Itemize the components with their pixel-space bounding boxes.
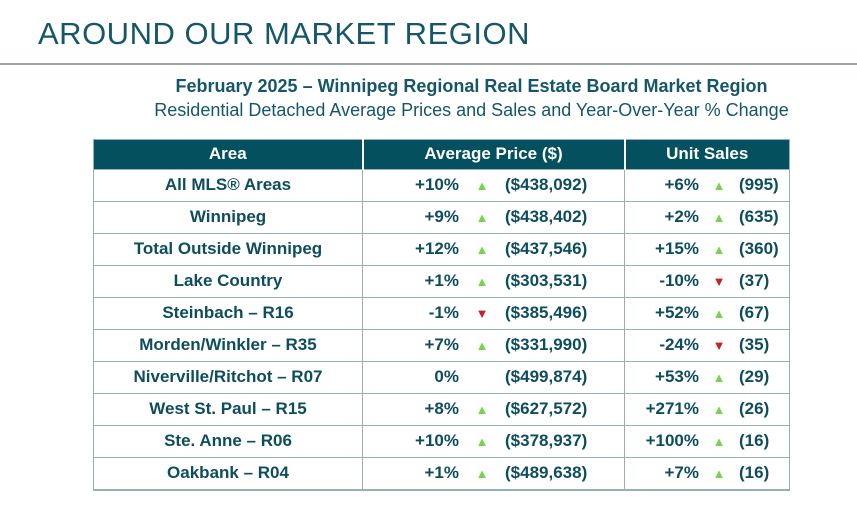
price-value: ($331,990) (505, 335, 588, 355)
table-row (94, 201, 790, 233)
sales-pct: -24% (659, 335, 699, 355)
sales-pct: +53% (655, 367, 699, 387)
table-row (94, 329, 790, 361)
unit-sales-cell (625, 393, 790, 425)
trend-arrow-icon: ▲ (712, 433, 726, 449)
price-value: ($627,572) (505, 399, 588, 419)
unit-sales-cell (625, 361, 790, 393)
title-divider (0, 63, 857, 65)
price-cell (363, 425, 625, 457)
trend-arrow-icon: ▼ (475, 305, 489, 321)
table-header (94, 139, 790, 169)
sales-pct: +7% (664, 463, 699, 483)
price-value: ($303,531) (505, 271, 588, 291)
sales-pct: +15% (655, 239, 699, 259)
price-pct: +7% (424, 335, 459, 355)
trend-arrow-icon: ▲ (475, 337, 489, 353)
area-cell: Winnipeg (94, 201, 363, 233)
price-value: ($438,402) (505, 207, 588, 227)
price-value: ($489,638) (505, 463, 588, 483)
table-row (94, 233, 790, 265)
table-row (94, 361, 790, 393)
sales-value: (995) (739, 175, 779, 195)
price-cell (363, 169, 625, 201)
area-cell: Ste. Anne – R06 (94, 425, 363, 457)
sales-pct: +271% (645, 399, 699, 419)
price-pct: +9% (424, 207, 459, 227)
trend-arrow-icon: ▲ (475, 177, 489, 193)
table-row (94, 169, 790, 201)
price-value: ($437,546) (505, 239, 588, 259)
area-cell: All MLS® Areas (94, 169, 363, 201)
unit-sales-cell (625, 233, 790, 265)
sales-value: (29) (739, 367, 770, 387)
trend-arrow-icon: ▲ (712, 209, 726, 225)
trend-arrow-icon: ▼ (712, 337, 726, 353)
table-row (94, 457, 790, 490)
trend-arrow-icon: ▲ (712, 177, 726, 193)
area-cell: Oakbank – R04 (94, 457, 363, 490)
sales-pct: +52% (655, 303, 699, 323)
price-pct: +10% (415, 175, 459, 195)
price-pct: +12% (415, 239, 459, 259)
unit-sales-cell (625, 201, 790, 233)
table-body (94, 169, 790, 490)
table-row (94, 265, 790, 297)
trend-arrow-icon: ▲ (475, 401, 489, 417)
area-cell: Niverville/Ritchot – R07 (94, 361, 363, 393)
area-cell: Lake Country (94, 265, 363, 297)
price-pct: +10% (415, 431, 459, 451)
sales-pct: +2% (664, 207, 699, 227)
trend-arrow-icon: ▲ (712, 241, 726, 257)
area-cell: Total Outside Winnipeg (94, 233, 363, 265)
trend-arrow-icon: ▼ (712, 273, 726, 289)
price-cell (363, 265, 625, 297)
table-row (94, 425, 790, 457)
unit-sales-cell (625, 329, 790, 361)
sales-value: (67) (739, 303, 770, 323)
sales-pct: -10% (659, 271, 699, 291)
trend-arrow-icon: ▲ (475, 433, 489, 449)
header-area: Area (94, 139, 363, 169)
header-average-price: Average Price ($) (363, 139, 625, 169)
price-cell (363, 457, 625, 490)
subtitle-line-2: Residential Detached Average Prices and Sales and Year-Over-Year % Change (154, 100, 789, 121)
price-value: ($385,496) (505, 303, 588, 323)
price-value: ($438,092) (505, 175, 588, 195)
sales-value: (16) (739, 463, 770, 483)
sales-value: (635) (739, 207, 779, 227)
subtitle-line-1: February 2025 – Winnipeg Regional Real Estate Board Market Region (175, 75, 768, 96)
sales-value: (37) (739, 271, 770, 291)
price-pct: 0% (434, 367, 459, 387)
unit-sales-cell (625, 425, 790, 457)
price-cell (363, 329, 625, 361)
unit-sales-cell (625, 457, 790, 490)
sales-value: (35) (739, 335, 770, 355)
sales-pct: +100% (645, 431, 699, 451)
area-cell: Morden/Winkler – R35 (94, 329, 363, 361)
sales-value: (16) (739, 431, 770, 451)
trend-arrow-icon: ▲ (475, 241, 489, 257)
trend-arrow-icon: ▲ (712, 465, 726, 481)
trend-arrow-icon: ▲ (712, 401, 726, 417)
price-pct: -1% (428, 303, 459, 323)
unit-sales-cell (625, 297, 790, 329)
unit-sales-cell (625, 169, 790, 201)
trend-arrow-icon: ▲ (475, 209, 489, 225)
unit-sales-cell (625, 265, 790, 297)
trend-arrow-icon: ▲ (475, 273, 489, 289)
sales-pct: +6% (664, 175, 699, 195)
area-cell: Steinbach – R16 (94, 297, 363, 329)
sales-value: (26) (739, 399, 770, 419)
market-region-table (93, 139, 790, 491)
price-pct: +1% (424, 463, 459, 483)
price-value: ($378,937) (505, 431, 588, 451)
table-row (94, 393, 790, 425)
price-cell (363, 361, 625, 393)
price-cell (363, 201, 625, 233)
price-pct: +1% (424, 271, 459, 291)
trend-arrow-icon: ▲ (712, 305, 726, 321)
table-row (94, 297, 790, 329)
area-cell: West St. Paul – R15 (94, 393, 363, 425)
price-cell (363, 297, 625, 329)
subtitle-block (86, 75, 857, 122)
header-unit-sales: Unit Sales (625, 139, 790, 169)
price-cell (363, 393, 625, 425)
price-cell (363, 233, 625, 265)
trend-arrow-icon: ▲ (475, 465, 489, 481)
trend-arrow-icon: ▲ (712, 369, 726, 385)
price-pct: +8% (424, 399, 459, 419)
slide (0, 16, 857, 491)
page-title: AROUND OUR MARKET REGION (38, 16, 530, 51)
price-value: ($499,874) (505, 367, 588, 387)
sales-value: (360) (739, 239, 779, 259)
